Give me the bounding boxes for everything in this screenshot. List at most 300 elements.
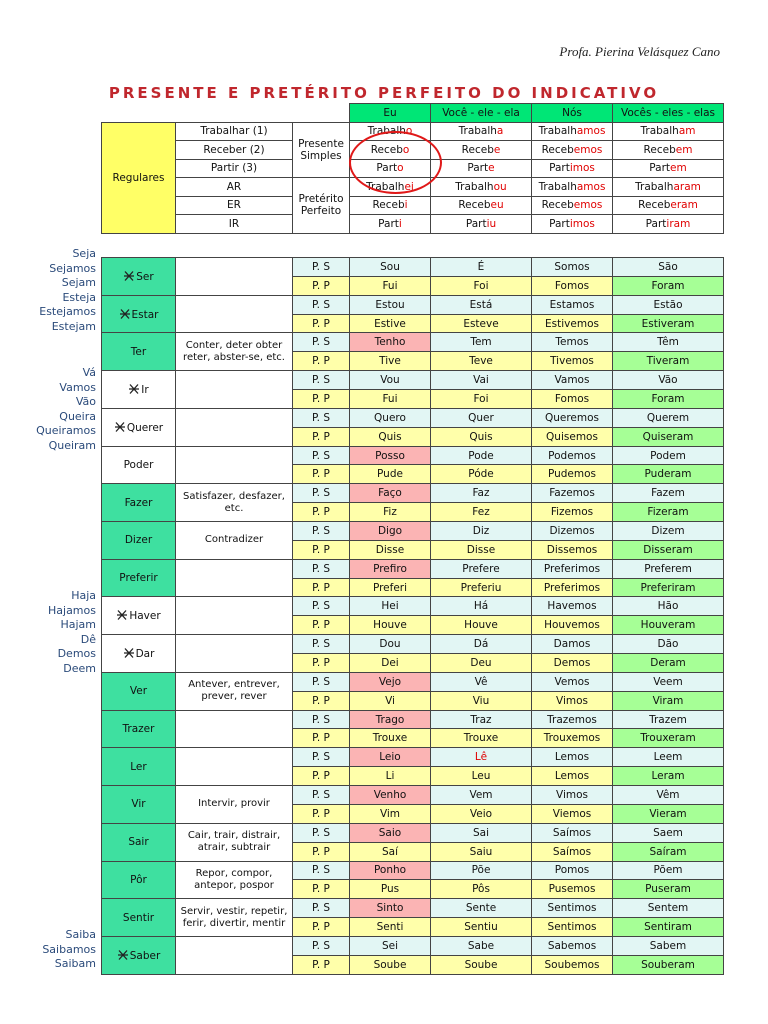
form-nos: Trazemos (532, 710, 613, 729)
form-nos: Fomos (532, 390, 613, 409)
conjugation-cell (431, 141, 532, 160)
related-verbs (176, 710, 293, 748)
verb-ending: aram (673, 180, 701, 193)
tense-tag: P. P (293, 804, 350, 823)
verb-stem: Receb (638, 199, 671, 212)
related-verbs: Conter, deter obter reter, abster-se, etc. (176, 333, 293, 371)
verb-name (102, 408, 176, 446)
conjugation-cell (350, 215, 431, 234)
form-eles: Saíram (613, 842, 724, 861)
tense-tag: P. S (293, 484, 350, 503)
verb-name (102, 710, 176, 748)
verb-name-text: Ler (130, 760, 147, 773)
form-eles: Deram (613, 654, 724, 673)
form-eles: Sabem (613, 936, 724, 955)
conjugation-cell (532, 122, 613, 141)
form-eles: Estiveram (613, 314, 724, 333)
tense-tag: P. S (293, 559, 350, 578)
tense-tag: P. S (293, 936, 350, 955)
tense-tag: P. P (293, 276, 350, 295)
asterisk-flower-icon (128, 383, 140, 395)
verb-name-text: Estar (131, 308, 159, 321)
form-nos: Preferimos (532, 578, 613, 597)
verb-ending: ou (493, 180, 507, 193)
form-eu: Sou (350, 258, 431, 277)
conjugation-cell (613, 196, 724, 215)
verb-stem: Trabalh (455, 180, 494, 193)
form-nos: Lemos (532, 748, 613, 767)
side-note-line: Saiba (65, 928, 96, 941)
related-verbs: Intervir, provir (176, 786, 293, 824)
verb-ending: eu (490, 199, 504, 212)
tense-tag: P. P (293, 729, 350, 748)
verb-name (102, 936, 176, 974)
form-nos: Estivemos (532, 314, 613, 333)
tense-tag: P. P (293, 691, 350, 710)
form-nos: Dizemos (532, 522, 613, 541)
form-ele: Diz (431, 522, 532, 541)
verb-name-text: Ter (130, 345, 147, 358)
form-ele: Prefere (431, 559, 532, 578)
verb-name (102, 333, 176, 371)
form-eles: Vieram (613, 804, 724, 823)
column-header: Nós (532, 104, 613, 123)
form-ele: Dá (431, 635, 532, 654)
form-eu: Dou (350, 635, 431, 654)
related-verbs: Satisfazer, desfazer, etc. (176, 484, 293, 522)
verb-stem: Receb (541, 143, 574, 156)
form-eles: Veem (613, 672, 724, 691)
form-ele: Veio (431, 804, 532, 823)
verb-name (102, 559, 176, 597)
tense-tag: P. S (293, 786, 350, 805)
form-eles: Preferem (613, 559, 724, 578)
form-nos: Pusemos (532, 880, 613, 899)
form-eles: Dão (613, 635, 724, 654)
form-eu: Tenho (350, 333, 431, 352)
form-eles: Têm (613, 333, 724, 352)
form-ele: Quer (431, 408, 532, 427)
tense-tag: P. S (293, 597, 350, 616)
form-eu: Vim (350, 804, 431, 823)
conjugation-cell (613, 178, 724, 197)
verb-ending: imos (569, 162, 595, 175)
form-eu: Saí (350, 842, 431, 861)
related-verbs (176, 936, 293, 974)
conjugation-cell (532, 141, 613, 160)
verb-ending: em (670, 162, 687, 175)
verb-stem: Receb (461, 143, 494, 156)
form-eu: Faço (350, 484, 431, 503)
form-eu: Fui (350, 276, 431, 295)
form-eles: Fizeram (613, 503, 724, 522)
verb-stem: Trabalh (366, 180, 405, 193)
conjugation-cell (613, 122, 724, 141)
verb-cell: ER (176, 196, 293, 215)
form-nos: Pudemos (532, 465, 613, 484)
form-ele: Viu (431, 691, 532, 710)
form-eu: Preferi (350, 578, 431, 597)
form-nos: Pomos (532, 861, 613, 880)
conjugation-cell (431, 215, 532, 234)
side-note-line: Vá (82, 366, 96, 379)
form-nos: Dissemos (532, 540, 613, 559)
verb-stem: Part (465, 217, 487, 230)
side-note-line: Queira (59, 409, 96, 423)
form-nos: Houvemos (532, 616, 613, 635)
tense-tag: P. S (293, 371, 350, 390)
side-note-line: Dê (80, 632, 96, 646)
verb-ending: iu (486, 217, 497, 230)
side-note-line: Hajamos (48, 603, 96, 617)
form-eu: Digo (350, 522, 431, 541)
verb-cell: AR (176, 178, 293, 197)
form-eu: Prefiro (350, 559, 431, 578)
form-nos: Sentimos (532, 918, 613, 937)
form-eu: Posso (350, 446, 431, 465)
verb-name-text: Ir (141, 384, 149, 397)
form-nos: Saímos (532, 842, 613, 861)
form-ele: Foi (431, 276, 532, 295)
verb-stem: Receb (643, 143, 676, 156)
blank-cell (293, 104, 350, 123)
tense-tag: P. S (293, 861, 350, 880)
asterisk-flower-icon (116, 609, 128, 621)
tense-tag: P. P (293, 503, 350, 522)
form-ele: Sente (431, 899, 532, 918)
form-eles: Viram (613, 691, 724, 710)
side-note-line: Vamos (59, 380, 96, 394)
form-eles: Houveram (613, 616, 724, 635)
form-eu: Li (350, 767, 431, 786)
form-eles: Saem (613, 823, 724, 842)
form-nos: Tivemos (532, 352, 613, 371)
tense-tag: P. S (293, 899, 350, 918)
form-eu: Venho (350, 786, 431, 805)
form-eles: Sentem (613, 899, 724, 918)
verb-stem: Trabalh (538, 125, 577, 138)
form-eu: Sinto (350, 899, 431, 918)
form-eu: Houve (350, 616, 431, 635)
form-eles: Leram (613, 767, 724, 786)
conjugation-cell (532, 196, 613, 215)
form-ele: Vê (431, 672, 532, 691)
form-ele: Vem (431, 786, 532, 805)
verb-name (102, 748, 176, 786)
conjugation-cell (613, 215, 724, 234)
form-eles: Disseram (613, 540, 724, 559)
form-nos: Sentimos (532, 899, 613, 918)
verb-ending: amos (576, 125, 606, 138)
form-eu: Saio (350, 823, 431, 842)
column-header: Eu (350, 104, 431, 123)
form-eu: Vi (350, 691, 431, 710)
tense-tag: P. P (293, 465, 350, 484)
verb-name-text: Querer (126, 421, 164, 434)
irregular-verbs-table (101, 257, 724, 975)
tense-tag: P. S (293, 258, 350, 277)
side-note-line: Queiramos (36, 424, 96, 437)
verb-name-text: Poder (123, 458, 154, 471)
verb-ending: iram (666, 217, 691, 230)
form-nos: Havemos (532, 597, 613, 616)
form-eu: Leio (350, 748, 431, 767)
form-nos: Demos (532, 654, 613, 673)
form-nos: Fizemos (532, 503, 613, 522)
form-ele: Disse (431, 540, 532, 559)
form-nos: Trouxemos (532, 729, 613, 748)
verb-name-text: Haver (129, 610, 161, 623)
form-eu: Fiz (350, 503, 431, 522)
verb-ending: a (496, 125, 504, 138)
conjugation-cell (431, 178, 532, 197)
form-eles: Foram (613, 390, 724, 409)
side-note-line: Haja (71, 589, 96, 602)
side-note-group (0, 366, 96, 453)
conjugation-cell (431, 196, 532, 215)
form-nos: Estamos (532, 295, 613, 314)
form-eu: Quis (350, 427, 431, 446)
form-nos: Temos (532, 333, 613, 352)
conjugation-cell (532, 159, 613, 178)
form-eles: Dizem (613, 522, 724, 541)
verb-name-text: Sair (128, 836, 149, 849)
form-eu: Hei (350, 597, 431, 616)
form-eles: Tiveram (613, 352, 724, 371)
verb-stem: Part (549, 162, 570, 175)
form-eles: São (613, 258, 724, 277)
form-eles: Hão (613, 597, 724, 616)
verb-name-text: Dizer (124, 534, 153, 547)
form-ele: Tem (431, 333, 532, 352)
form-ele: Traz (431, 710, 532, 729)
related-verbs: Cair, trair, distrair, atrair, subtrair (176, 823, 293, 861)
form-eu: Senti (350, 918, 431, 937)
form-eles: Puseram (613, 880, 724, 899)
tense-tag: P. S (293, 672, 350, 691)
form-eles: Fazem (613, 484, 724, 503)
verb-stem: Part (549, 217, 570, 230)
related-verbs (176, 258, 293, 296)
tense-tag: P. P (293, 842, 350, 861)
conjugation-cell (431, 122, 532, 141)
tense-tag: P. P (293, 390, 350, 409)
tense-tag: P. P (293, 314, 350, 333)
verb-stem: Receb (370, 143, 403, 156)
form-eles: Quiseram (613, 427, 724, 446)
verb-ending: e (488, 162, 495, 175)
form-nos: Fazemos (532, 484, 613, 503)
form-ele: Quis (431, 427, 532, 446)
verb-name-text: Trazer (122, 722, 155, 735)
verb-name (102, 823, 176, 861)
form-eles: Podem (613, 446, 724, 465)
asterisk-flower-icon (123, 270, 135, 282)
form-eu: Vou (350, 371, 431, 390)
verb-name (102, 258, 176, 296)
form-nos: Vimos (532, 691, 613, 710)
side-note-line: Esteja (62, 290, 96, 304)
verb-name (102, 484, 176, 522)
verb-ending: emos (573, 199, 603, 212)
verb-ending: am (678, 125, 696, 138)
related-verbs (176, 408, 293, 446)
conjugation-cell (532, 178, 613, 197)
verb-name (102, 597, 176, 635)
related-verbs (176, 748, 293, 786)
form-eles: Puderam (613, 465, 724, 484)
form-eles: Foram (613, 276, 724, 295)
form-ele: Preferiu (431, 578, 532, 597)
form-eu: Fui (350, 390, 431, 409)
verb-stem: Trabalh (367, 125, 406, 138)
verb-ending: i (398, 217, 402, 230)
tense-tag: P. S (293, 408, 350, 427)
form-eles: Leem (613, 748, 724, 767)
verb-ending: imos (569, 217, 595, 230)
column-header: Você - ele - ela (431, 104, 532, 123)
form-ele: Teve (431, 352, 532, 371)
verb-name (102, 672, 176, 710)
form-eu: Ponho (350, 861, 431, 880)
form-nos: Preferimos (532, 559, 613, 578)
form-eles: Trazem (613, 710, 724, 729)
author-name: Profa. Pierina Velásquez Cano (559, 44, 720, 59)
form-ele: Faz (431, 484, 532, 503)
verb-cell: Trabalhar (1) (176, 122, 293, 141)
tense-tag: P. S (293, 295, 350, 314)
form-eles: Vão (613, 371, 724, 390)
related-verbs (176, 446, 293, 484)
form-nos: Quisemos (532, 427, 613, 446)
verb-name-text: Pôr (130, 873, 147, 886)
tense-label: Pretérito Perfeito (293, 178, 350, 234)
verb-ending: o (402, 143, 410, 156)
form-eles: Estão (613, 295, 724, 314)
conjugation-cell (613, 159, 724, 178)
tense-tag: P. S (293, 522, 350, 541)
verb-cell: Partir (3) (176, 159, 293, 178)
form-ele: Pôs (431, 880, 532, 899)
side-note-line: Queiram (48, 438, 96, 452)
verb-ending: e (493, 143, 501, 156)
side-note-line: Estejamos (39, 305, 96, 318)
conjugation-cell (350, 196, 431, 215)
side-note-line: Sejamos (49, 261, 96, 275)
conjugation-cell (431, 159, 532, 178)
form-nos: Vimos (532, 786, 613, 805)
form-ele: Foi (431, 390, 532, 409)
verb-stem: Receb (458, 199, 491, 212)
form-eu: Sei (350, 936, 431, 955)
form-eles: Põem (613, 861, 724, 880)
verb-cell: Receber (2) (176, 141, 293, 160)
verb-name (102, 522, 176, 560)
verb-cell: IR (176, 215, 293, 234)
verb-name (102, 786, 176, 824)
conjugation-cell (532, 215, 613, 234)
conjugation-cell (613, 141, 724, 160)
regulares-label: Regulares (102, 122, 176, 233)
verb-stem: Trabalh (538, 180, 577, 193)
verb-name-text: Preferir (119, 572, 158, 585)
form-ele: Trouxe (431, 729, 532, 748)
related-verbs: Servir, vestir, repetir, ferir, divertir, mentir (176, 899, 293, 937)
form-ele: Póde (431, 465, 532, 484)
verb-stem: Part (376, 162, 398, 175)
verb-name-text: Saber (129, 949, 161, 962)
form-nos: Viemos (532, 804, 613, 823)
verb-name-text: Dar (135, 648, 155, 661)
related-verbs (176, 635, 293, 673)
form-ele: Sai (431, 823, 532, 842)
form-ele: Esteve (431, 314, 532, 333)
related-verbs (176, 559, 293, 597)
verb-name (102, 446, 176, 484)
form-eu: Pude (350, 465, 431, 484)
form-eles: Vêm (613, 786, 724, 805)
tense-tag: P. P (293, 654, 350, 673)
side-note-line: Demos (57, 647, 96, 660)
column-header: Vocês - eles - elas (613, 104, 724, 123)
related-verbs: Antever, entrever, prever, rever (176, 672, 293, 710)
form-nos: Lemos (532, 767, 613, 786)
verb-name (102, 861, 176, 899)
verb-ending: amos (576, 180, 606, 193)
verb-ending: emos (573, 143, 603, 156)
related-verbs (176, 295, 293, 333)
asterisk-flower-icon (114, 421, 126, 433)
form-eu: Quero (350, 408, 431, 427)
verb-ending: i (404, 199, 408, 212)
verb-stem: Receb (372, 199, 405, 212)
form-eles: Souberam (613, 955, 724, 974)
form-ele: Leu (431, 767, 532, 786)
verb-stem: Part (467, 162, 489, 175)
form-eu: Estou (350, 295, 431, 314)
form-eles: Trouxeram (613, 729, 724, 748)
form-eu: Vejo (350, 672, 431, 691)
verb-stem: Trabalh (640, 125, 679, 138)
verb-stem: Part (378, 217, 399, 230)
asterisk-flower-icon (117, 949, 129, 961)
side-note-line: Hajam (60, 618, 96, 631)
form-ele: Há (431, 597, 532, 616)
verb-stem: Trabalh (458, 125, 497, 138)
form-ele: Põe (431, 861, 532, 880)
form-nos: Damos (532, 635, 613, 654)
tense-label: Presente Simples (293, 122, 350, 178)
verb-name-text: Ver (129, 685, 148, 698)
verb-name-text: Sentir (122, 911, 155, 924)
form-ele: Soube (431, 955, 532, 974)
form-ele: Deu (431, 654, 532, 673)
form-ele: Lê (431, 748, 532, 767)
side-note-line: Seja (72, 247, 96, 260)
tense-tag: P. P (293, 352, 350, 371)
verb-ending: ei (404, 180, 414, 193)
form-ele: Fez (431, 503, 532, 522)
form-ele: Está (431, 295, 532, 314)
form-nos: Vamos (532, 371, 613, 390)
form-eu: Soube (350, 955, 431, 974)
form-eu: Tive (350, 352, 431, 371)
tense-tag: P. P (293, 616, 350, 635)
verb-stem: Receb (541, 199, 574, 212)
form-ele: Houve (431, 616, 532, 635)
related-verbs: Contradizer (176, 522, 293, 560)
verb-ending: eram (670, 199, 698, 212)
